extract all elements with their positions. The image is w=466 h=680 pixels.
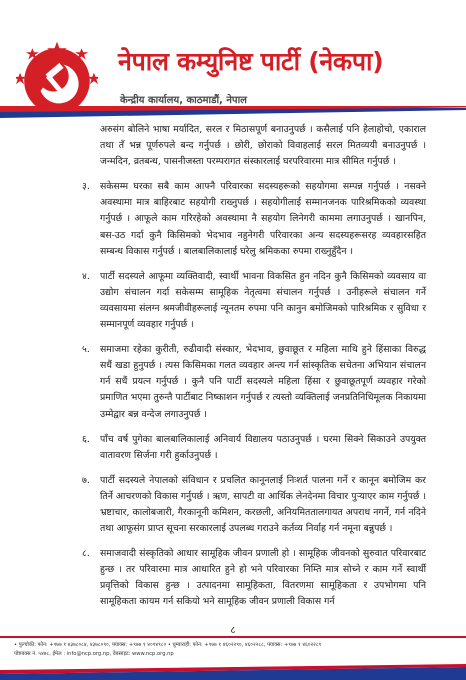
party-name: नेपाल कम्युनिष्ट पार्टी (नेकपा) — [118, 47, 384, 76]
list-item — [0, 342, 466, 422]
list-item — [0, 269, 466, 333]
item-text: सकेसम्म घरका सबै काम आफ्नै परिवारका सदस्यहरूको सहयोगमा सम्पन्न गर्नुपर्छ । नसक्ने अवस्थामा मात्र बाहिरबाट सहयोगी राख्नुपर्छ । सहयोगीलाई सम्मानजनक पारिश्रमिकको व्यवस्था गर्नुपर्छ । आफूले काम गरिरहेको अवस्थामा नै सहयोग लिनेगरी काममा लगाउनुपर्छ । खानपिन, बस-उठ गर्दा कुनै किसिमको भेदभाव नहुनेगरी परिवारका अन्य सदस्यहरूसरह व्यवहारसहित सम्बन्ध विकास गर्नुपर्छ । बालबालिकालाई घरेलु श्रमिकका रुपमा राख्नुहुँदैन । — [100, 181, 426, 257]
list-item — [0, 179, 466, 259]
document-body — [0, 122, 466, 620]
item-number: ३. — [82, 181, 90, 193]
intro-paragraph: अरुसंग बोलिने भाषा मर्यादित, सरल र मिठासपूर्ण बनाउनुपर्छ । कसैलाई पनि हेलाहोचो, एकाराल तथा तँ भन्न पूर्णरुपले बन्द गर्नुपर्छ । छोरी, छोराको विवाहलाई सरल मितव्ययी बनाउनुपर्छ । जन्मदिन, व्रतबन्ध, पासनीजस्ता परम्परागत संस्कारलाई घरपरिवारमा मात्र सीमित गर्नुपर्छ । — [100, 124, 426, 168]
letterhead — [0, 0, 466, 112]
office-address: केन्द्रीय कार्यालय, काठमाडौं, नेपाल — [120, 95, 247, 106]
footer-contact — [14, 641, 454, 658]
item-text: पाँच वर्ष पुगेका बालबालिकालाई अनिवार्य विद्यालय पठाउनुपर्छ । घरमा सिक्ने सिकाउने उपयुक्त वातावरण सिर्जना गरी हुर्काउनुपर्छ । — [100, 433, 426, 461]
item-number: ८. — [82, 548, 90, 560]
item-text: समाजवादी संस्कृतिको आधार सामूहिक जीवन प्रणाली हो । सामूहिक जीवनको सुरुवात परिवारबाट हुन्छ । तर परिवारमा मात्र आधारित हुने हो भने परिवारका निम्ति मात्र सोच्ने र काम गर्ने स्वार्थी प्रवृत्तिको विकास हुन्छ । उत्पादनमा सामूहिकता, वितरणमा सामूहिकता र उपभोगमा पनि सामूहिकता कायम गर्न सकियो भने सामूहिक जीवन प्रणाली विकास गर्न — [100, 548, 426, 608]
footer-phones: • पुल्चोकी: फोन: +९७७ १ ४३७८०८४, ४३७८०९०, फ्याक्स: +९७७ १ ४०१४९८० • धुम्बाराही: फोन: +९७७ १ ४६०२२९०, ४६०२२८८, फ्याक्स: +९७७ १ ४६०२२८९ — [14, 642, 322, 648]
footer-band — [0, 664, 466, 680]
item-number: ६. — [82, 433, 90, 445]
list-item — [0, 473, 466, 537]
header-rule — [0, 106, 466, 120]
footer-email-web: पोष्टबक्स नं. ५४७८, ईमेल : info@ncp.org.np, वेबसाइट: www.ncp.org.np — [14, 650, 174, 657]
footer-rule — [0, 636, 466, 638]
item-text: पार्टी सदस्यले नेपालको संविधान र प्रचलित कानूनलाई निःशर्त पालना गर्ने र कानून बमोजिम कर तिर्ने आचरणको विकास गर्नुपर्छ । ऋण, सापटी वा आर्थिक लेनदेनमा विचार पुऱ्याएर काम गर्नुपर्छ । भ्रष्टाचार, कालोबजारी, गैरकानूनी कमिशन, करछली, अनियमिततालगायत अपराध नगर्ने, गर्न नदिने तथा आफूसंग प्राप्त सूचना सरकारलाई उपलब्ध गराउने कर्तव्य निर्वाह गर्न नमूना बन्नुपर्छ । — [100, 474, 426, 535]
item-number: ४. — [82, 270, 90, 282]
list-item — [0, 546, 466, 610]
item-number: ५. — [82, 344, 90, 356]
item-number: ७. — [82, 474, 90, 486]
item-text: समाजमा रहेका कुरीती, रुढीवादी संस्कार, भेदभाव, छुवाछूत र महिला माथि हुने हिंसाका विरुद्ध सधैं खडा हुनुपर्छ । त्यस किसिमका गलत व्यवहार अन्त्य गर्न सांस्कृतिक सचेतना अभियान संचालन गर्न सधैं प्रयत्न गर्नुपर्छ । कुनै पनि पार्टी सदस्यले महिला हिंसा र छुवाछूतपूर्ण व्यवहार गरेको प्रमाणित भएमा तुरुन्तै पार्टीबाट निष्काशन गर्नुपर्छ र त्यस्तो व्यक्तिलाई जनप्रतिनिधिमूलक निकायमा उम्मेद्वार बन्न वन्देज लगाउनुपर्छ । — [100, 344, 426, 420]
page-number: ८ — [230, 625, 236, 636]
list-item — [0, 432, 466, 464]
item-text: पार्टी सदस्यले आफूमा व्यक्तिवादी, स्वार्थी भावना विकसित हुन नदिन कुनै किसिमको व्यवसाय वा उद्योग संचालन गर्दा सकेसम्म सामूहिक नेतृत्वमा संचालन गर्नुपर्छ । उनीहरूले संचालन गर्ने व्यवसायमा संलग्न श्रमजीवीहरूलाई न्यूनतम रुपमा पनि कानुन बमोजिमको पारिश्रमिक र सुविधा र सम्मानपूर्ण व्यवहार गर्नुपर्छ । — [100, 270, 426, 331]
